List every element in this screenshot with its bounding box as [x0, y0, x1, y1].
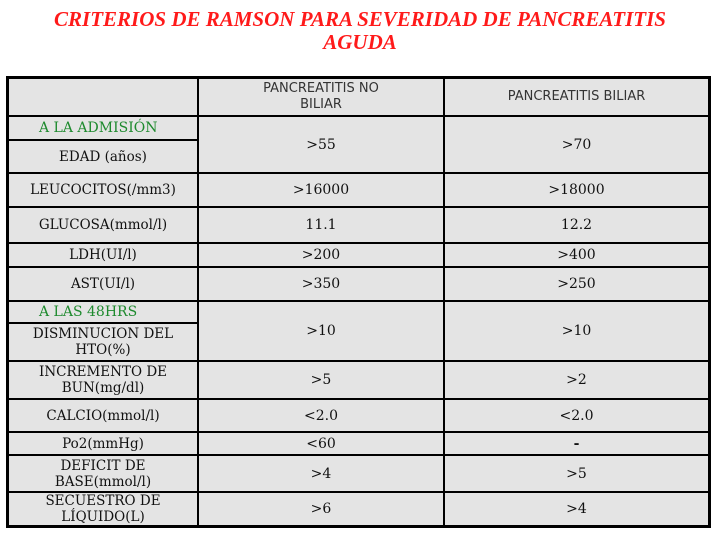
row-label-hto: [8, 323, 198, 361]
row-label-secuestro: [8, 492, 198, 526]
row-hto-no-biliar: >10: [198, 301, 444, 361]
row-ldh-no-biliar: >200: [198, 243, 444, 267]
row-label-ldh: LDH(UI/l): [8, 243, 198, 267]
row-deficit-biliar: >5: [444, 455, 709, 492]
row-secuestro-biliar: >4: [444, 492, 709, 526]
header-empty-cell: [8, 78, 198, 116]
row-calcio-no-biliar: <2.0: [198, 399, 444, 432]
header-no-biliar-line2: BILIAR: [300, 97, 342, 112]
section-48hrs: A LAS 48HRS: [8, 301, 198, 323]
row-label-leucocitos: LEUCOCITOS(/mm3): [8, 173, 198, 207]
row-bun-biliar: >2: [444, 361, 709, 399]
row-label-deficit-line1: DEFICIT DE: [60, 457, 146, 474]
row-label-hto-line2: HTO(%): [75, 342, 131, 358]
row-bun-no-biliar: >5: [198, 361, 444, 399]
row-label-secuestro-line2: LÍQUIDO(L): [61, 509, 145, 525]
row-label-hto-line1: DISMINUCION DEL: [32, 326, 174, 342]
row-glucosa-no-biliar: 11.1: [198, 207, 444, 243]
row-label-bun-line1: INCREMENTO DE: [38, 364, 168, 380]
row-label-bun: [8, 361, 198, 399]
row-leucocitos-no-biliar: >16000: [198, 173, 444, 207]
row-label-deficit: [8, 455, 198, 492]
row-label-secuestro-line1: SECUESTRO DE: [45, 493, 161, 509]
row-edad-biliar: >70: [444, 116, 709, 173]
row-calcio-biliar: <2.0: [444, 399, 709, 432]
row-hto-biliar: >10: [444, 301, 709, 361]
page-title: CRITERIOS DE RAMSON PARA SEVERIDAD DE PANCREATITIS: [54, 7, 666, 31]
header-no-biliar-line1: PANCREATITIS NO: [263, 81, 379, 96]
page-title-line2: AGUDA: [323, 30, 397, 54]
row-edad-no-biliar: >55: [198, 116, 444, 173]
row-ast-biliar: >250: [444, 267, 709, 301]
row-label-edad: EDAD (años): [8, 140, 198, 173]
row-label-ast: AST(UI/l): [8, 267, 198, 301]
header-biliar: PANCREATITIS BILIAR: [444, 78, 709, 116]
row-label-deficit-line2: BASE(mmol/l): [54, 473, 152, 490]
header-no-biliar: [198, 78, 444, 116]
section-admission: A LA ADMISIÓN: [8, 116, 198, 140]
row-label-calcio: CALCIO(mmol/l): [8, 399, 198, 432]
row-label-glucosa: GLUCOSA(mmol/l): [8, 207, 198, 243]
row-label-bun-line2: BUN(mg/dl): [61, 380, 145, 396]
row-ast-no-biliar: >350: [198, 267, 444, 301]
row-deficit-no-biliar: >4: [198, 455, 444, 492]
row-glucosa-biliar: 12.2: [444, 207, 709, 243]
row-po2-no-biliar: <60: [198, 432, 444, 455]
row-leucocitos-biliar: >18000: [444, 173, 709, 207]
row-po2-biliar: -: [444, 432, 709, 455]
row-secuestro-no-biliar: >6: [198, 492, 444, 526]
row-label-po2: Po2(mmHg): [8, 432, 198, 455]
row-ldh-biliar: >400: [444, 243, 709, 267]
